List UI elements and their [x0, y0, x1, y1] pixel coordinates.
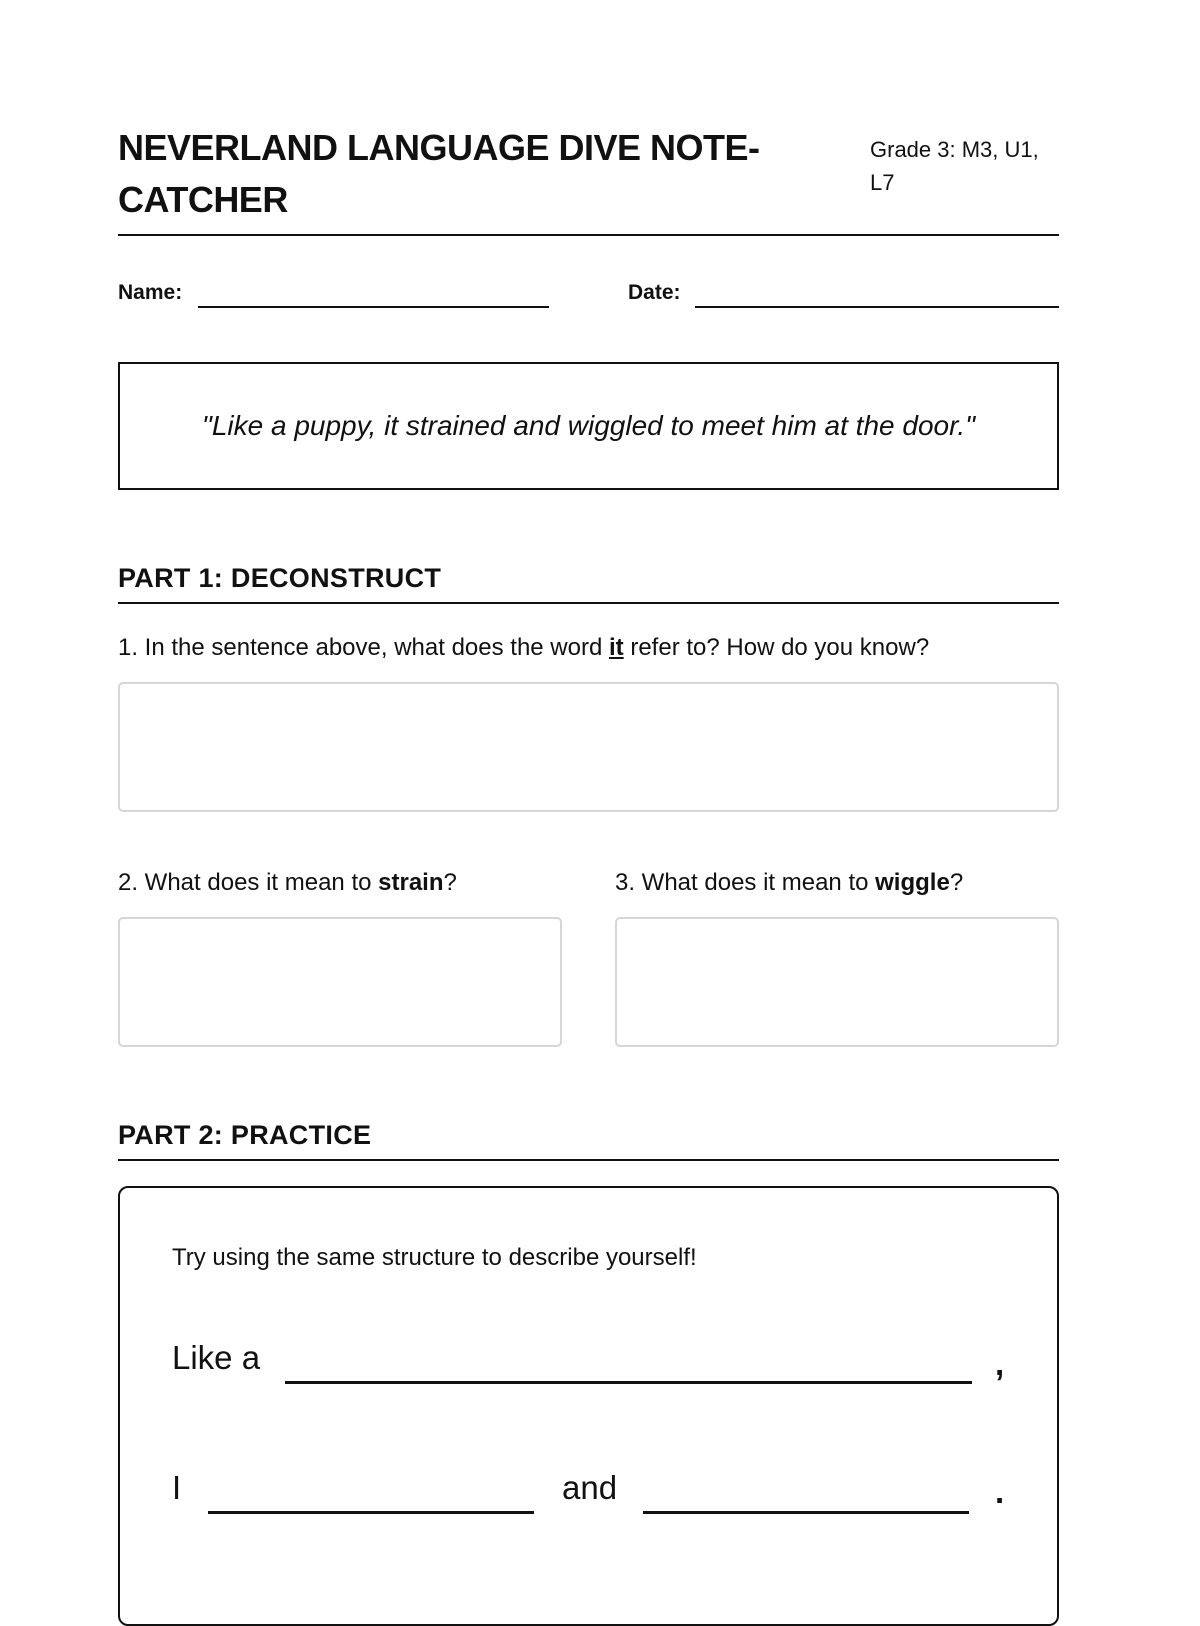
question-1	[118, 633, 929, 663]
question-1-text-before: 1. In the sentence above, what does the word	[118, 634, 609, 661]
frame-and: and	[562, 1469, 618, 1506]
frame-like-a: Like a	[172, 1339, 261, 1376]
practice-prompt: Try using the same structure to describe yourself!	[172, 1244, 697, 1271]
frame-i: I	[172, 1469, 182, 1506]
question-3	[615, 868, 963, 898]
question-2-text-after: ?	[443, 869, 457, 896]
name-field[interactable]	[198, 306, 549, 308]
part2-heading: PART 2: PRACTICE	[118, 1117, 1059, 1161]
question-2-keyword: strain	[378, 869, 444, 896]
blank-like-a[interactable]	[285, 1381, 972, 1384]
page-title: NEVERLAND LANGUAGE DIVE NOTE-CATCHER	[118, 127, 760, 220]
name-label: Name:	[118, 281, 183, 304]
frame-period: .	[995, 1473, 1005, 1510]
date-field[interactable]	[695, 306, 1059, 308]
quote-box	[118, 362, 1059, 490]
grade-label: Grade 3: M3, U1, L7	[870, 137, 1039, 195]
frame-comma: ,	[995, 1345, 1005, 1382]
question-2-text-before: 2. What does it mean to	[118, 869, 379, 896]
question-3-text-before: 3. What does it mean to	[615, 869, 876, 896]
answer-box-2[interactable]	[118, 917, 562, 1047]
answer-box-3[interactable]	[615, 917, 1059, 1047]
part1-heading: PART 1: DECONSTRUCT	[118, 560, 1059, 604]
question-3-keyword: wiggle	[875, 869, 950, 896]
question-2	[118, 868, 457, 898]
blank-verb-1[interactable]	[208, 1511, 534, 1514]
answer-box-1[interactable]	[118, 682, 1059, 812]
header	[118, 118, 1059, 236]
date-label: Date:	[628, 281, 681, 304]
question-1-keyword: it	[609, 634, 624, 661]
blank-verb-2[interactable]	[643, 1511, 969, 1514]
question-1-text-after: refer to? How do you know?	[623, 634, 930, 661]
quote-text: "Like a puppy, it strained and wiggled to meet him at the door."	[201, 410, 976, 441]
question-3-text-after: ?	[949, 869, 964, 896]
